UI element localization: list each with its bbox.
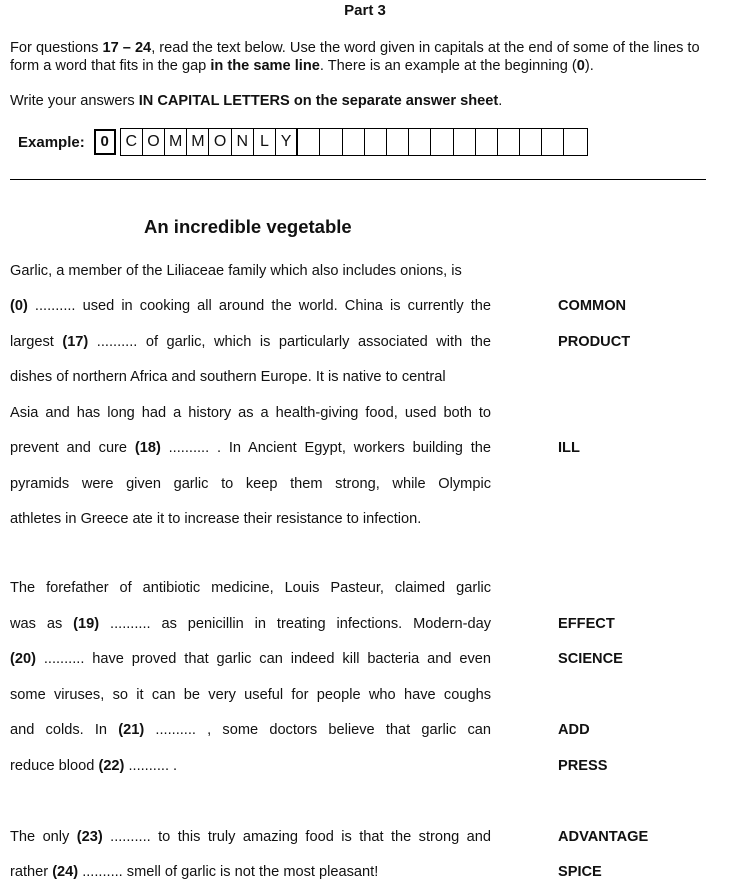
example-letter-cell: M [187, 129, 209, 155]
example-letter-cell [298, 129, 320, 155]
example-letter-cell [343, 129, 365, 155]
example-letter-cell [320, 129, 342, 155]
article-line: (0) .......... used in cooking all around the world. China is currently the [10, 298, 491, 314]
article-line: The forefather of antibiotic medicine, Louis Pasteur, claimed garlic [10, 580, 491, 596]
example-letter-cell [454, 129, 476, 155]
divider [10, 179, 706, 180]
article-line: Asia and has long had a history as a health-giving food, used both to [10, 405, 491, 421]
example-letter-cell [498, 129, 520, 155]
keyword-common: COMMON [558, 298, 627, 314]
article-line: The only (23) .......... to this truly amazing food is that the strong and [10, 829, 491, 845]
article-line: some viruses, so it can be very useful for people who have coughs [10, 687, 491, 703]
example-answer-grid [120, 128, 588, 156]
article-line: was as (19) .......... as penicillin in treating infections. Modern-day [10, 616, 491, 632]
answer-instructions: Write your answers IN CAPITAL LETTERS on the separate answer sheet. [10, 93, 503, 109]
example-letter-cell [387, 129, 409, 155]
example-letter-cell: O [143, 129, 165, 155]
article-line: prevent and cure (18) .......... . In Ancient Egypt, workers building the [10, 440, 491, 456]
keyword-add: ADD [558, 722, 590, 738]
article-line: (20) .......... have proved that garlic can indeed kill bacteria and even [10, 651, 491, 667]
part-title: Part 3 [344, 2, 386, 19]
example-letter-cell: Y [276, 129, 298, 155]
article-line: and colds. In (21) .......... , some doctors believe that garlic can [10, 722, 491, 738]
article-line: Garlic, a member of the Liliaceae family which also includes onions, is [10, 263, 462, 279]
example-label: Example: [18, 133, 85, 151]
keyword-effect: EFFECT [558, 616, 615, 632]
example-letter-cell [409, 129, 431, 155]
example-row [18, 128, 588, 156]
article-title: An incredible vegetable [144, 216, 352, 237]
example-letter-cell [564, 129, 586, 155]
keyword-press: PRESS [558, 758, 608, 774]
keyword-science: SCIENCE [558, 651, 623, 667]
example-letter-cell [520, 129, 542, 155]
keyword-advantage: ADVANTAGE [558, 829, 649, 845]
keyword-product: PRODUCT [558, 334, 631, 350]
example-letter-cell [431, 129, 453, 155]
example-letter-cell: N [232, 129, 254, 155]
instructions-paragraph: For questions 17 – 24, read the text below. Use the word given in capitals at the end of some of the lines to form a word that fits in the gap in the same line. There is an example at the beginning (0). [10, 40, 700, 74]
article-line: pyramids were given garlic to keep them strong, while Olympic [10, 476, 491, 492]
example-letter-cell [365, 129, 387, 155]
article-line: athletes in Greece ate it to increase their resistance to infection. [10, 511, 422, 527]
example-letter-cell [476, 129, 498, 155]
article-line: largest (17) .......... of garlic, which is particularly associated with the [10, 334, 492, 350]
example-letter-cell: M [165, 129, 187, 155]
example-number-box: 0 [94, 129, 116, 155]
example-letter-cell: C [121, 129, 143, 155]
keyword-spice: SPICE [558, 864, 602, 880]
example-letter-cell: L [254, 129, 276, 155]
article-line: reduce blood (22) .......... . [10, 758, 178, 774]
article-line: rather (24) .......... smell of garlic is not the most pleasant! [10, 864, 379, 880]
keyword-ill: ILL [558, 440, 580, 456]
example-letter-cell [542, 129, 564, 155]
article-line: dishes of northern Africa and southern Europe. It is native to central [10, 369, 446, 385]
example-letter-cell: O [209, 129, 231, 155]
